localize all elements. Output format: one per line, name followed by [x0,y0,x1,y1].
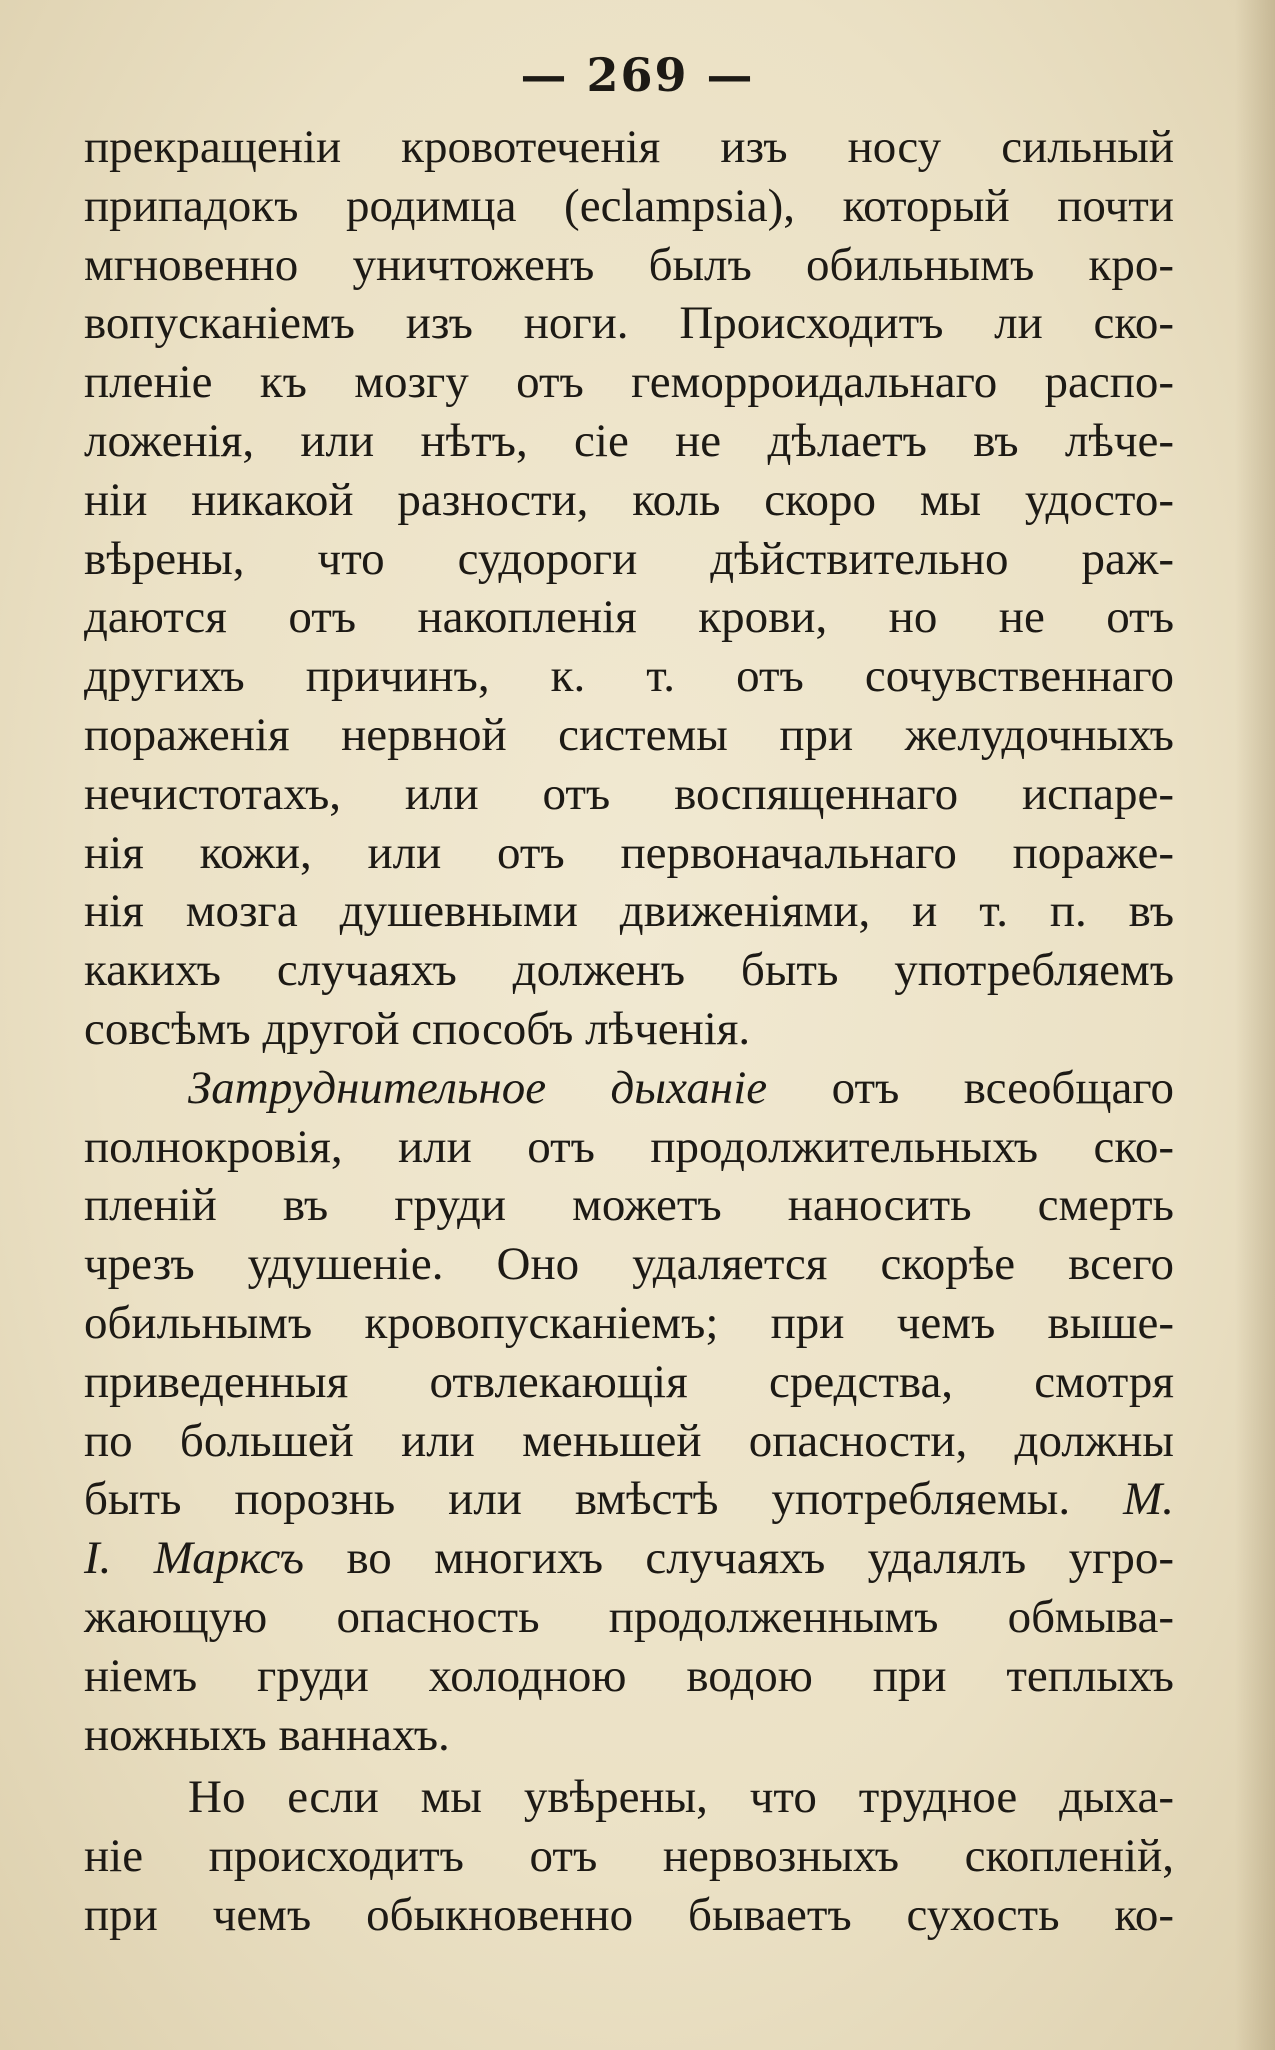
body-text [84,118,1174,1945]
text-line: нія кожи, или отъ первоначальнаго пораже- [84,826,1174,879]
text-line-with-author [84,1529,1174,1588]
paragraph-first-line [84,1059,1174,1118]
page-edge-shadow [1235,0,1275,2050]
text-line: вопусканіемъ изъ ноги. Происходитъ ли ско- [84,297,1174,350]
text-line: нечистотахъ, или отъ воспященнаго испаре- [84,767,1174,820]
text-line: чрезъ удушеніе. Оно удаляется скорѣе всего [84,1238,1174,1291]
author-initial: М. [1123,1473,1174,1526]
text-line: Но если мы увѣрены, что трудное дыха- [188,1771,1174,1824]
text-line: приведенныя отвлекающія средства, смотря [84,1355,1174,1408]
text-line: вѣрены, что судороги дѣйствительно раж- [84,532,1174,585]
text-line: какихъ случаяхъ долженъ быть употребляемъ [84,944,1174,997]
text-run: быть порознь или вмѣстѣ употребляемы. [84,1473,1071,1526]
text-line: ніе происходитъ отъ нервозныхъ скопленій, [84,1830,1174,1883]
text-run: отъ всеобщаго [831,1061,1175,1114]
text-line: по большей или меньшей опасности, должны [84,1414,1174,1467]
text-line: пленій въ груди можетъ наносить смерть [84,1179,1174,1232]
text-line: ножныхъ ваннахъ. [84,1708,450,1761]
text-line: другихъ причинъ, к. т. отъ сочувственнаго [84,650,1174,703]
text-run: во многихъ случаяхъ удалялъ угро- [346,1532,1175,1585]
text-line: мгновенно уничтоженъ былъ обильнымъ кро- [84,238,1174,291]
italic-term: Затруднительное дыханіе [188,1061,768,1114]
text-line: ніемъ груди холодною водою при теплыхъ [84,1649,1174,1702]
text-line: ложенія, или нѣтъ, сіе не дѣлаетъ въ лѣче- [84,414,1174,467]
text-line: полнокровія, или отъ продолжительныхъ ско- [84,1120,1174,1173]
text-line: нія мозга душевными движеніями, и т. п. въ [84,885,1174,938]
text-line: жающую опасность продолженнымъ обмыва- [84,1590,1174,1643]
text-line: пленіе къ мозгу отъ геморроидальнаго распо- [84,356,1174,409]
text-line: ніи никакой разности, коль скоро мы удосто- [84,473,1174,526]
text-line: припадокъ родимца (eclampsia), который почти [84,179,1174,232]
page-number: — 269 — [520,48,755,102]
text-line: прекращеніи кровотеченія изъ носу сильный [84,121,1174,173]
author-name: I. Марксъ [84,1532,305,1585]
text-line: при чемъ обыкновенно бываетъ сухость ко- [84,1888,1174,1941]
text-line-with-author [84,1470,1174,1529]
text-line: пораженія нервной системы при желудочныхъ [84,708,1174,761]
text-line: совсѣмъ другой способъ лѣченія. [84,1002,751,1055]
text-line: даются отъ накопленія крови, но не отъ [84,591,1174,644]
text-line: обильнымъ кровопусканіемъ; при чемъ выше- [84,1296,1174,1349]
